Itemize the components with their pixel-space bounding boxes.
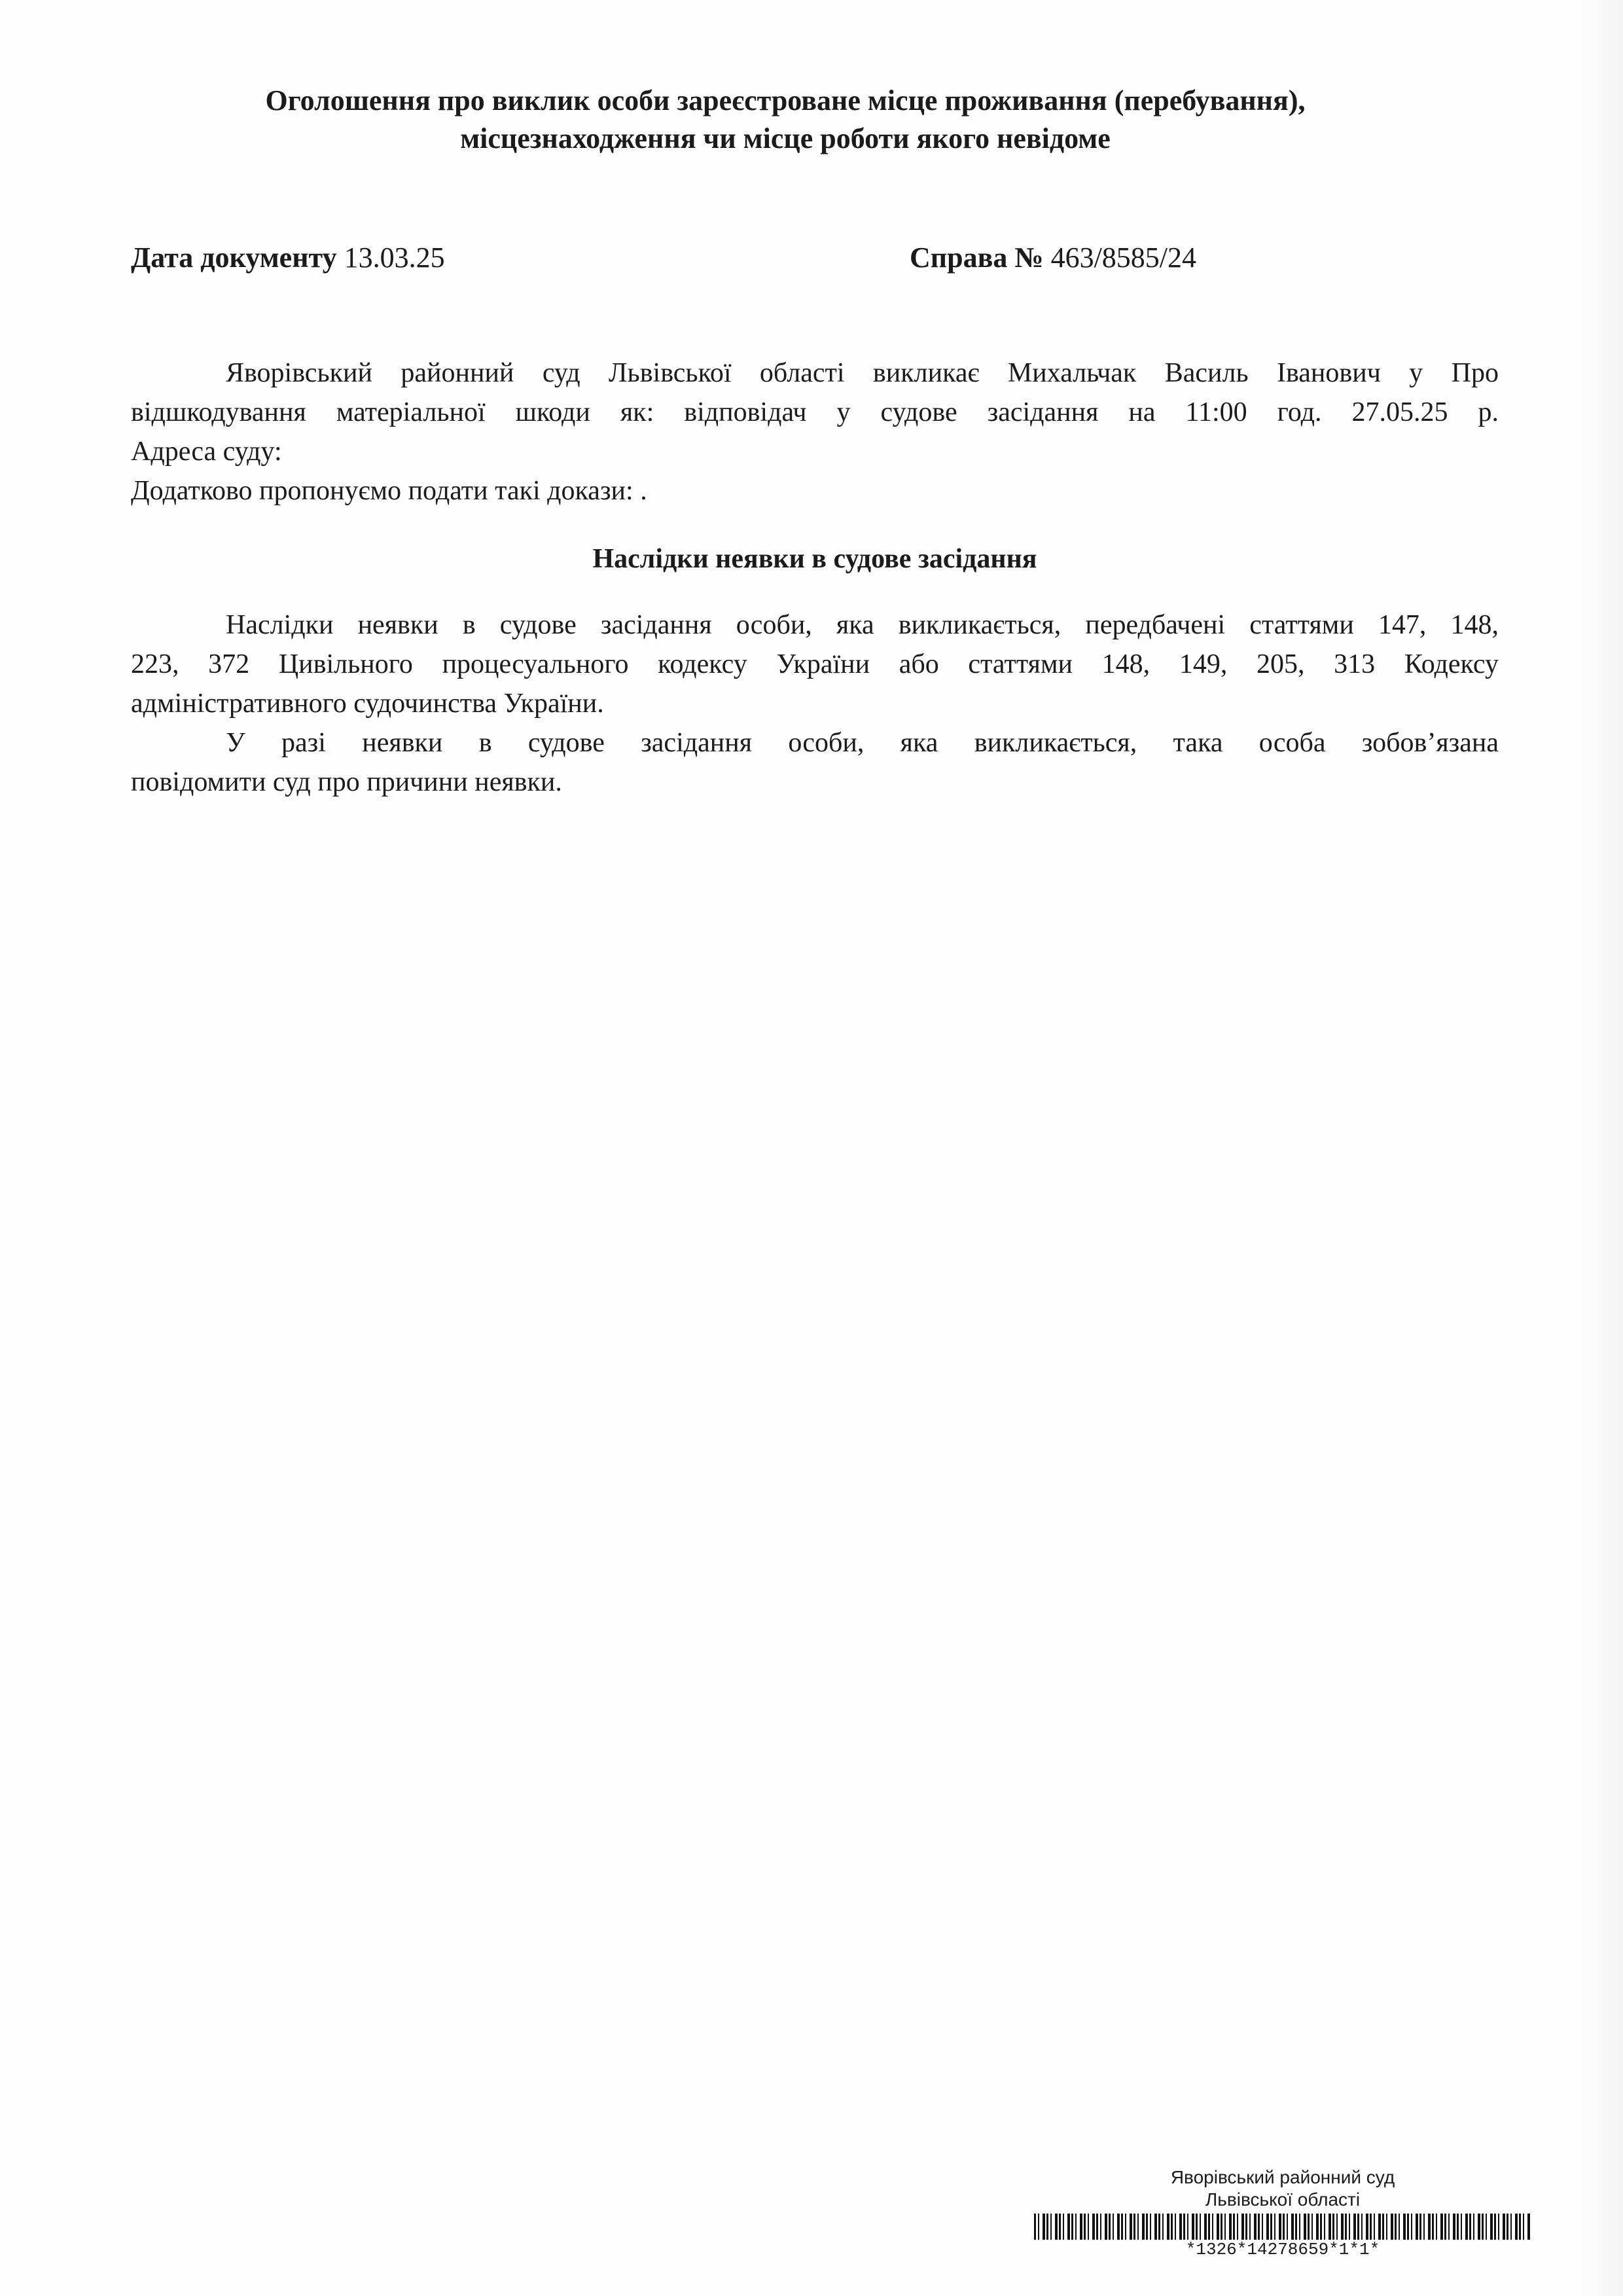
consequences-line-3: адміністративного судочинства України. [131, 689, 604, 719]
date-label: Дата документу [131, 242, 337, 274]
notify-line-2: повідомити суд про причини неявки. [131, 767, 562, 797]
date-value: 13.03.25 [344, 242, 445, 274]
case-label: Справа № [910, 242, 1044, 274]
consequences-line-2: 223, 372 Цивільного процесуального кодексу України або статтями 148, 149, 205, 313 Кодексу [131, 649, 1499, 679]
notify-line-1: У разі неявки в судове засідання особи, яка викликається, така особа зобов’язана [226, 728, 1499, 758]
summons-line-2: відшкодування матеріальної шкоди як: відповідач у судове засідання на 11:00 год. 27.05.25 р. [131, 397, 1499, 427]
title-line-1: Оголошення про виклик особи зареєстроване місце проживання (перебування), [265, 84, 1306, 117]
stamp-court-region: Львівської області [1205, 2189, 1361, 2210]
consequences-heading: Наслідки неявки в судове засідання [592, 544, 1037, 574]
scan-shadow [1577, 0, 1623, 2296]
document-date [131, 239, 445, 277]
document-title [164, 82, 1407, 158]
court-barcode-stamp [1034, 2166, 1531, 2259]
consequences-line-1: Наслідки неявки в судове засідання особи, яка викликається, передбачені статтями 147, 148, [226, 610, 1499, 640]
evidence-request: Додатково пропонуємо подати такі докази: . [131, 476, 647, 506]
stamp-court-name: Яворівський районний суд [1170, 2167, 1395, 2187]
case-value: 463/8585/24 [1050, 242, 1197, 274]
court-address: Адреса суду: [131, 437, 282, 467]
case-number [910, 239, 1196, 277]
summons-paragraph [131, 353, 1499, 511]
barcode-number: *1326*14278659*1*1* [1185, 2240, 1380, 2259]
title-line-2: місцезнаходження чи місце роботи якого невідоме [460, 122, 1111, 154]
barcode-image [1034, 2214, 1531, 2240]
summons-line-1: Яворівський районний суд Львівської області викликає Михальчак Василь Іванович у Про [226, 358, 1499, 388]
consequences-paragraph [131, 605, 1499, 802]
